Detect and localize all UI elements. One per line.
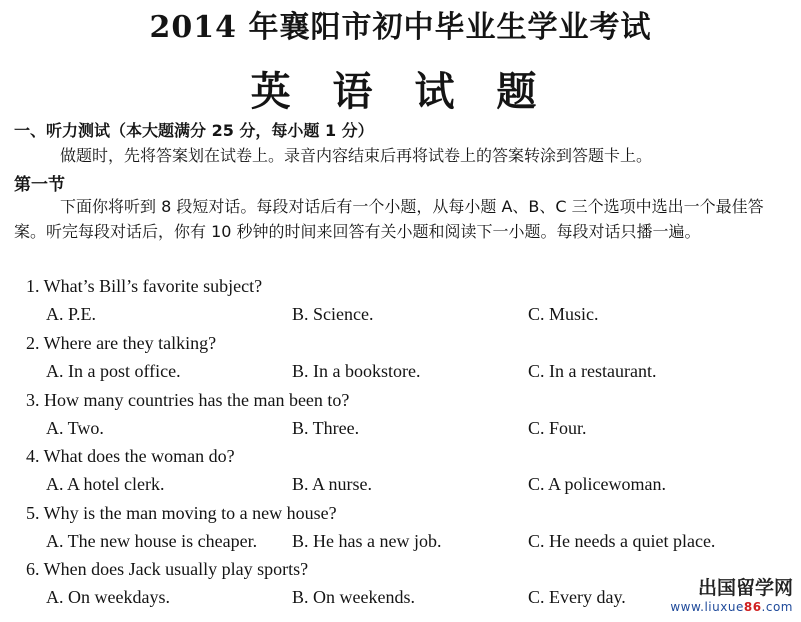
watermark-url-prefix: www.liuxue bbox=[670, 600, 744, 614]
q4-option-b: B. A nurse. bbox=[292, 474, 373, 494]
q4-option-a: A. A hotel clerk. bbox=[46, 474, 165, 494]
part-title: 第一节 bbox=[14, 175, 65, 195]
section-heading: 一、听力测试（本大题满分 25 分，每小题 1 分） bbox=[14, 121, 374, 140]
q6-option-b: B. On weekends. bbox=[292, 587, 415, 607]
q1-option-c: C. Music. bbox=[528, 304, 599, 324]
watermark-name: 出国留学网 bbox=[697, 577, 793, 599]
q5-option-a: A. The new house is cheaper. bbox=[46, 531, 258, 551]
q3-option-a: A. Two. bbox=[46, 418, 104, 438]
q6-option-a: A. On weekdays. bbox=[46, 587, 170, 607]
q1-option-b: B. Science. bbox=[292, 304, 374, 324]
part-instruction: 下面你将听到 8 段短对话。每段对话后有一个小题，从每小题 A、B、C 三个选项中选出一个最佳答案。听完每段对话后，你有 10 秒钟的时间来回答有关小题和阅读下一小题。每段对话只播一遍。 bbox=[14, 197, 764, 241]
q6-option-c: C. Every day. bbox=[528, 587, 626, 607]
section-instruction: 做题时，先将答案划在试卷上。录音内容结束后再将试卷上的答案转涂到答题卡上。 bbox=[60, 146, 653, 165]
question-3: 3. How many countries has the man been to? bbox=[26, 390, 350, 410]
q3-option-b: B. Three. bbox=[292, 418, 360, 438]
question-6: 6. When does Jack usually play sports? bbox=[26, 559, 309, 579]
exam-title: 2014 年襄阳市初中毕业生学业考试 bbox=[149, 10, 652, 45]
q2-option-a: A. In a post office. bbox=[46, 361, 181, 381]
q1-option-a: A. P.E. bbox=[46, 304, 97, 324]
watermark-url bbox=[670, 600, 793, 614]
exam-subject: 英 语 试 题 bbox=[250, 68, 551, 115]
q5-option-c: C. He needs a quiet place. bbox=[528, 531, 716, 551]
site-watermark bbox=[670, 573, 793, 614]
question-4: 4. What does the woman do? bbox=[26, 446, 235, 466]
watermark-url-suffix: .com bbox=[761, 600, 793, 614]
q2-option-b: B. In a bookstore. bbox=[292, 361, 421, 381]
watermark-url-number: 86 bbox=[743, 600, 762, 614]
q2-option-c: C. In a restaurant. bbox=[528, 361, 657, 381]
question-5: 5. Why is the man moving to a new house? bbox=[26, 503, 337, 523]
question-2: 2. Where are they talking? bbox=[26, 333, 217, 353]
question-1: 1. What’s Bill’s favorite subject? bbox=[26, 276, 263, 296]
q4-option-c: C. A policewoman. bbox=[528, 474, 666, 494]
q3-option-c: C. Four. bbox=[528, 418, 587, 438]
q5-option-b: B. He has a new job. bbox=[292, 531, 442, 551]
